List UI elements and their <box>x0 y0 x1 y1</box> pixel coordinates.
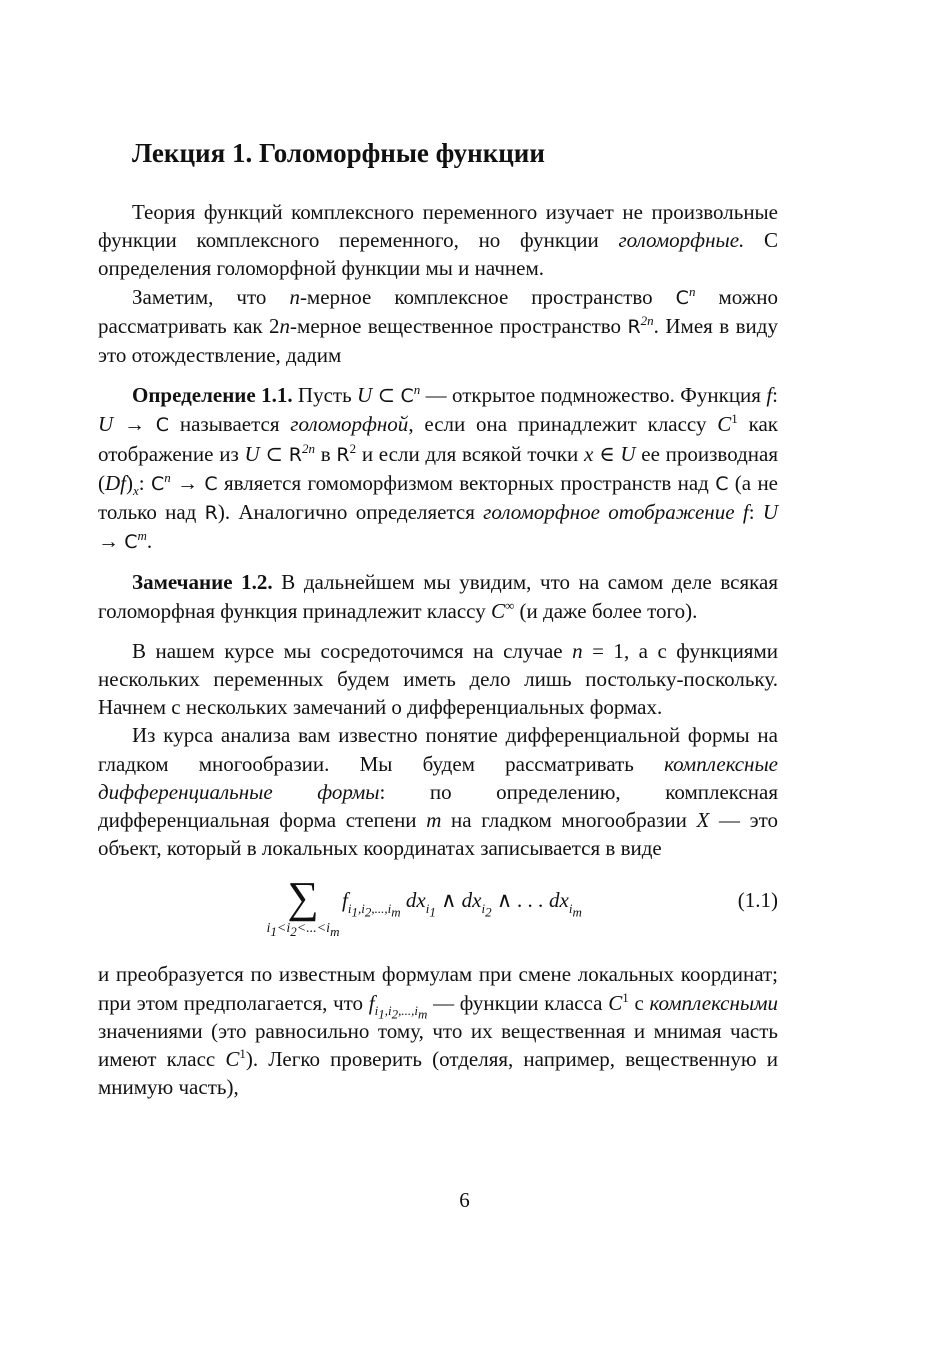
paragraph-identification: Заметим, что n-мерное комплексное пространство $C^n$ можно рассматривать как 2n-мерное вещественное пространство $R^{2n}$. Имея в виду это отождествление, дадим <box>98 283 778 368</box>
sum-limits: $i_1<i_2<...<i_m$ <box>266 921 340 940</box>
paragraph-differential-forms: Из курса анализа вам известно понятие дифференциальной формы на гладком многообразии. Мы будем рассматривать комплексные дифференциальные формы: по определению, комплексная дифференциальная форма степени m на гладком многообразии X — это объект, который в локальных координатах записывается в виде <box>98 723 778 861</box>
lecture-heading: Лекция 1. Голоморфные функции <box>132 138 545 168</box>
definition-1-1: Определение 1.1. Пусть U ⊂ $C^n$ — открытое подмножество. Функция f: U → C называется голоморфной, если она принадлежит классу $C^1$ как отображение из U ⊂ $R^{2n}$ в $R^2$ и если для всякой точки x ∈ U ее производная $(Df)_x$: $C^n \to C$ является гомоморфизмом векторных пространств над C (а не только над R). Аналогично определяется голоморфное отображение f: $U \to C^m$. <box>98 382 779 554</box>
paragraph-course-focus: В нашем курсе мы сосредоточимся на случае n = 1, а с функциями нескольких переменных будем иметь дело лишь постольку-поскольку. Начнем с нескольких замечаний о дифференциальных формах. <box>98 638 778 720</box>
formula-number: (1.1) <box>737 888 778 913</box>
page-body <box>98 128 778 1101</box>
sum-symbol: ∑ <box>287 873 319 923</box>
remark-1-2: Замечание 1.2. В дальнейшем мы увидим, что на самом деле всякая голоморфная функция принадлежит классу C∞ (и даже более того). <box>98 570 778 623</box>
paragraph-transformation: и преобразуется по известным формулам при смене локальных координат; при этом предполагается, что $f_{i_1,i_2,...,i_m}$ — функции класса $C^1$ с комплексными значениями (это равносильно тому, что их вещественная и мнимая часть имеют класс $C^1$). Легко проверить (отделяя, например, вещественную и мнимую часть), <box>98 962 779 1100</box>
paragraph-intro: Теория функций комплексного переменного изучает не произвольные функции комплексного переменного, но функции голоморфные. С определения голоморфной функции мы и начнем. <box>98 200 778 281</box>
formula-body: $f_{i_1,i_2,...,i_m}$ $dx_{i_1}$ ∧ $dx_{i_2}$ ∧ . . . $dx_{i_m}$ <box>342 888 582 920</box>
formula-1-1 <box>98 873 778 950</box>
page-number: 6 <box>459 1188 470 1212</box>
